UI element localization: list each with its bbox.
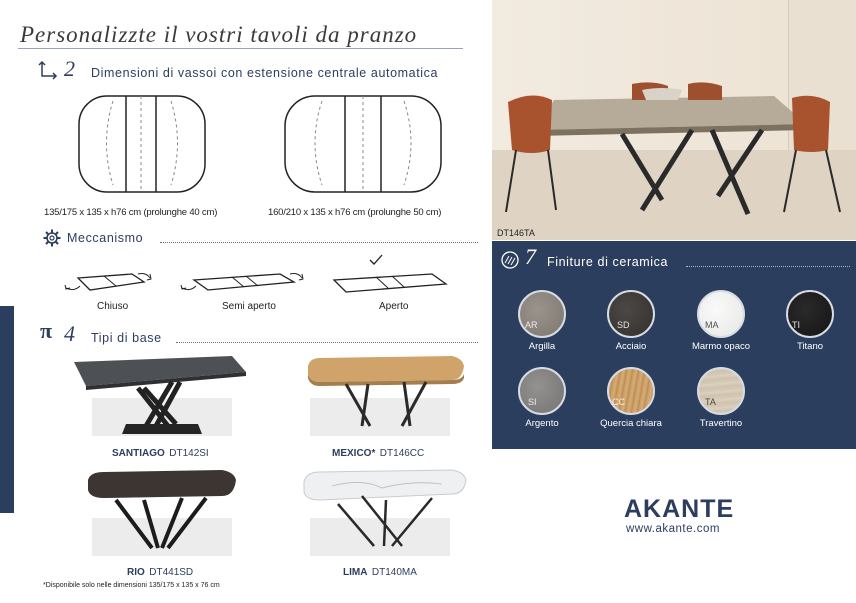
finish-code-argilla: AR <box>525 320 538 330</box>
finishes-section-label: Finiture di ceramica <box>547 255 669 269</box>
table-top-small-diagram <box>78 95 206 193</box>
mechanism-closed-diagram <box>64 268 154 298</box>
finish-swatch-titano[interactable] <box>786 290 834 338</box>
mechanism-section-label: Meccanismo <box>67 231 144 245</box>
finish-swatch-argento[interactable] <box>518 367 566 415</box>
dimensions-section-label: Dimensioni di vassoi con estensione centrale automatica <box>91 66 439 80</box>
finish-code-marmo-opaco: MA <box>705 320 719 330</box>
photo-caption: DT146TA <box>497 228 535 238</box>
finish-swatch-acciaio[interactable] <box>607 290 655 338</box>
lima-table-image <box>302 466 468 558</box>
santiago-table-image <box>72 352 248 438</box>
rio-table-image <box>86 466 238 558</box>
bases-divider <box>176 342 478 343</box>
ceramic-swatch-icon <box>500 250 520 270</box>
mechanism-semi-open-diagram <box>180 268 306 298</box>
finish-name-marmo-opaco: Marmo opaco <box>691 341 751 352</box>
finish-name-argento: Argento <box>525 418 559 429</box>
mechanism-state-closed: Chiuso <box>97 301 129 312</box>
table-small-extension: (prolunghe 40 cm) <box>143 207 218 218</box>
mexico-model-code: DT146CC <box>379 448 425 459</box>
mexico-model-name: MEXICO* <box>332 448 376 459</box>
finish-swatch-marmo-opaco[interactable] <box>697 290 745 338</box>
finish-code-quercia-chiara: CC <box>612 397 625 407</box>
akante-logo: AKANTE <box>624 495 735 523</box>
finish-name-titano: Titano <box>796 341 824 352</box>
finish-code-acciaio: SD <box>617 320 630 330</box>
table-top-large-diagram <box>284 95 442 193</box>
title-underline <box>18 48 463 49</box>
mechanism-state-semi-open: Semi aperto <box>222 301 276 312</box>
santiago-model-name: SANTIAGO <box>112 448 165 459</box>
bases-section-number: 4 <box>64 321 75 346</box>
finish-swatch-argilla[interactable] <box>518 290 566 338</box>
dimensions-section-number: 2 <box>64 56 75 81</box>
finishes-section-number: 7 <box>525 244 536 269</box>
mechanism-state-open: Aperto <box>379 301 409 312</box>
finish-name-argilla: Argilla <box>528 341 556 352</box>
website-link[interactable]: www.akante.com <box>626 523 720 535</box>
santiago-model-code: DT142SI <box>169 448 209 459</box>
finish-swatch-travertino[interactable] <box>697 367 745 415</box>
mexico-table-image <box>306 352 466 438</box>
rio-model-code: DT441SD <box>149 567 194 578</box>
lima-model-code: DT140MA <box>371 567 417 578</box>
table-large-dimensions: 160/210 x 135 x h76 cm <box>268 207 366 218</box>
dining-room-photo <box>492 0 856 240</box>
finish-swatch-quercia-chiara[interactable] <box>607 367 655 415</box>
finish-code-travertino: TA <box>705 397 716 407</box>
table-large-extension: (prolunghe 50 cm) <box>367 207 442 218</box>
finish-name-quercia-chiara: Quercia chiara <box>600 418 662 429</box>
mechanism-open-diagram <box>328 268 450 298</box>
finish-name-acciaio: Acciaio <box>615 341 647 352</box>
bases-section-label: Tipi di base <box>91 331 162 345</box>
mechanism-divider <box>160 242 478 243</box>
finishes-divider <box>686 266 850 267</box>
finish-code-argento: SI <box>528 397 537 407</box>
footnote: *Disponibile solo nelle dimensioni 135/175 x 135 x 76 cm <box>43 582 220 589</box>
checkmark-icon <box>368 253 384 267</box>
finish-name-travertino: Travertino <box>699 418 743 429</box>
dimension-icon <box>38 60 58 80</box>
table-small-dimensions: 135/175 x 135 x h76 cm <box>44 207 142 218</box>
finish-code-titano: TI <box>792 320 800 330</box>
rio-model-name: RIO <box>127 567 145 578</box>
lima-model-name: LIMA <box>343 567 368 578</box>
page-title: Personalizzte il vostri tavoli da pranzo <box>20 22 418 47</box>
pi-icon: π <box>40 318 53 343</box>
gear-icon <box>43 229 61 247</box>
left-accent-strip <box>0 306 14 513</box>
